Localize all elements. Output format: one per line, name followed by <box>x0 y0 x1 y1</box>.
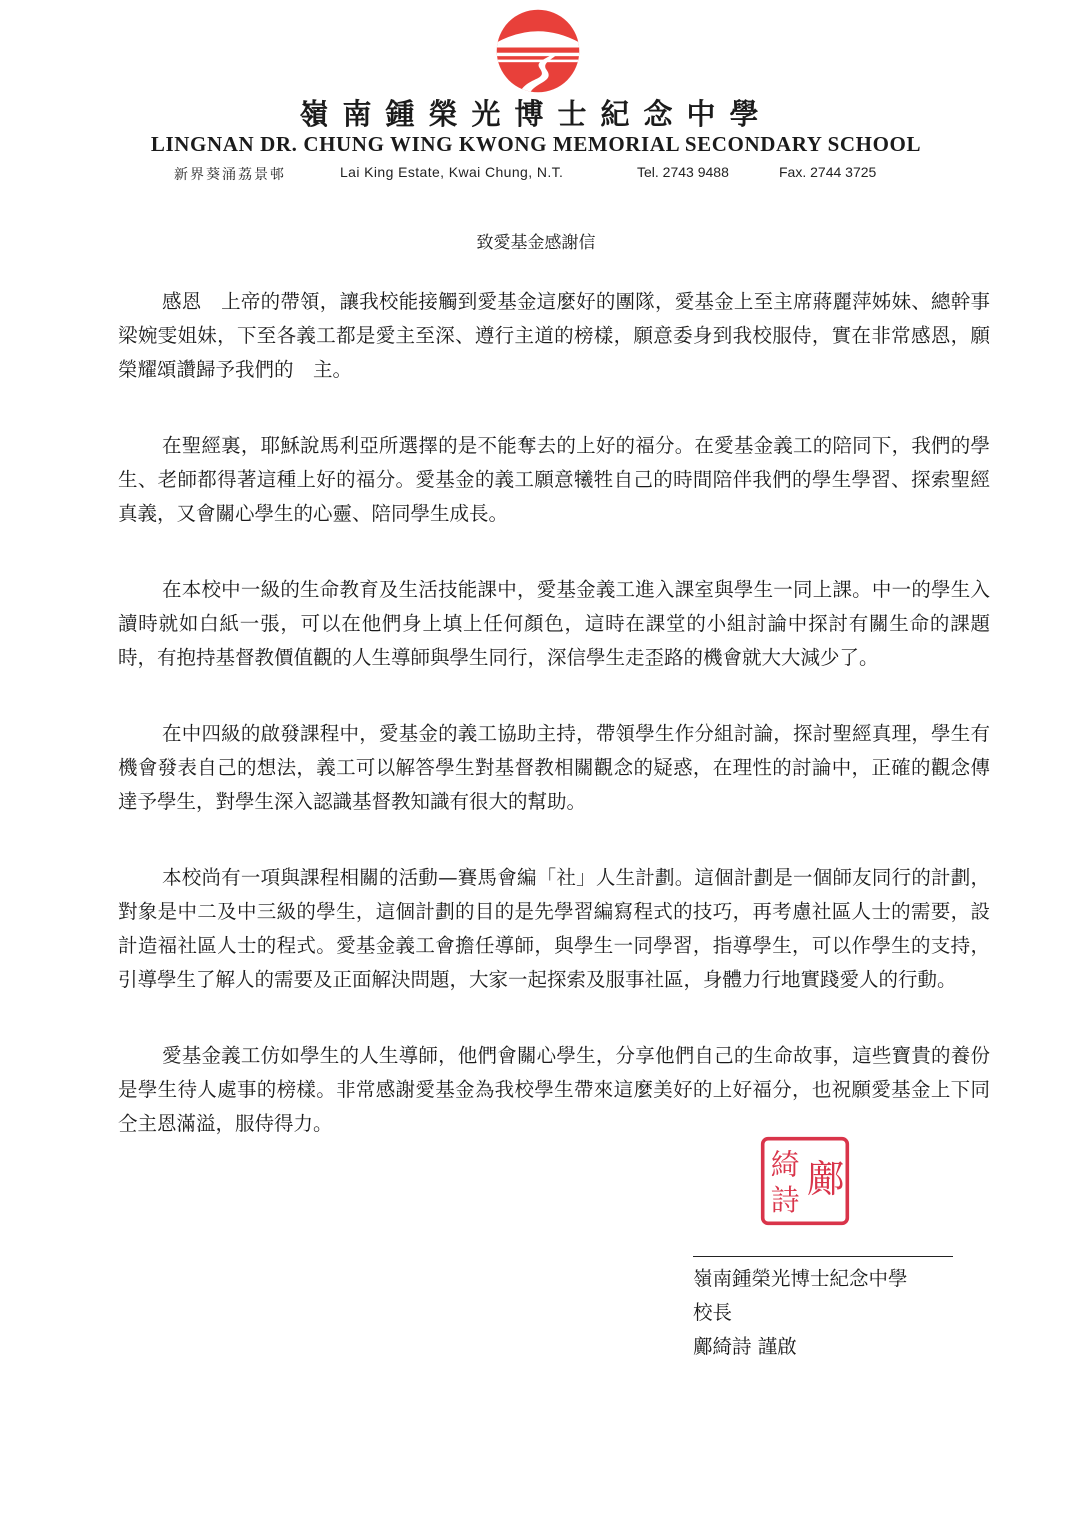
letter-title: 致愛基金感謝信 <box>476 233 596 253</box>
seal-char-given-1: 綺 <box>770 1147 800 1182</box>
school-crest-icon <box>495 8 581 94</box>
contact-line <box>174 164 904 184</box>
address-zh: 新界葵涌荔景邨 <box>174 167 286 183</box>
signature-school: 嶺南鍾榮光博士紀念中學 <box>693 1267 908 1290</box>
signature-name: 鄺綺詩 謹啟 <box>693 1335 797 1358</box>
letter-body <box>118 285 990 1183</box>
letter-paragraph: 愛基金義工仿如學生的人生導師，他們會關心學生，分享他們自己的生命故事，這些寶貴的養份是學生待人處事的榜樣。非常感謝愛基金為我校學生帶來這麼美好的上好福分，也祝願愛基金上下同仝主恩滿溢，服侍得力。 <box>118 1044 990 1135</box>
fax: Fax. 2744 3725 <box>779 164 877 180</box>
letter-paragraph: 在聖經裏，耶穌說馬利亞所選擇的是不能奪去的上好的福分。在愛基金義工的陪同下，我們的學生、老師都得著這種上好的福分。愛基金的義工願意犧牲自己的時間陪伴我們的學生學習、探索聖經真義，又會關心學生的心靈、陪同學生成長。 <box>118 434 990 525</box>
seal-char-given-2: 詩 <box>770 1182 800 1217</box>
telephone: Tel. 2743 9488 <box>637 164 729 180</box>
letter-paragraph: 本校尚有一項與課程相關的活動—賽馬會編「社」人生計劃。這個計劃是一個師友同行的計劃，對象是中二及中三級的學生，這個計劃的目的是先學習編寫程式的技巧，再考慮社區人士的需要，設計造福社區人士的程式。愛基金義工會擔任導師，與學生一同學習，指導學生，可以作學生的支持，引導學生了解人的需要及正面解決問題，大家一起探索及服事社區，身體力行地實踐愛人的行動。 <box>118 866 990 991</box>
letter-paragraph: 感恩 上帝的帶領，讓我校能接觸到愛基金這麼好的團隊，愛基金上至主席蔣麗萍姊妹、總幹事梁婉雯姐妹，下至各義工都是愛主至深、遵行主道的榜樣，願意委身到我校服侍，實在非常感恩，願榮耀頌讚歸予我們的 主。 <box>118 290 990 381</box>
principal-seal-stamp <box>760 1136 850 1226</box>
school-name-en: LINGNAN DR. CHUNG WING KWONG MEMORIAL SECONDARY SCHOOL <box>150 132 922 156</box>
school-name-zh: 嶺南鍾榮光博士紀念中學 <box>299 97 773 131</box>
signature-role: 校長 <box>693 1301 733 1324</box>
letter-paragraph: 在本校中一級的生命教育及生活技能課中，愛基金義工進入課室與學生一同上課。中一的學生入讀時就如白紙一張，可以在他們身上填上任何顏色，這時在課堂的小組討論中探討有關生命的課題時，有抱持基督教價值觀的人生導師與學生同行，深信學生走歪路的機會就大大減少了。 <box>118 578 990 669</box>
address-en: Lai King Estate, Kwai Chung, N.T. <box>340 164 564 180</box>
signature-block <box>693 1262 993 1364</box>
signature-line <box>693 1256 953 1257</box>
letter-paragraph: 在中四級的啟發課程中，愛基金的義工協助主持，帶領學生作分組討論，探討聖經真理，學生有機會發表自己的想法，義工可以解答學生對基督教相關觀念的疑惑，在理性的討論中，正確的觀念傳達予學生，對學生深入認識基督教知識有很大的幫助。 <box>118 722 990 813</box>
letterhead <box>0 0 1072 200</box>
seal-char-surname: 鄺 <box>806 1156 845 1201</box>
